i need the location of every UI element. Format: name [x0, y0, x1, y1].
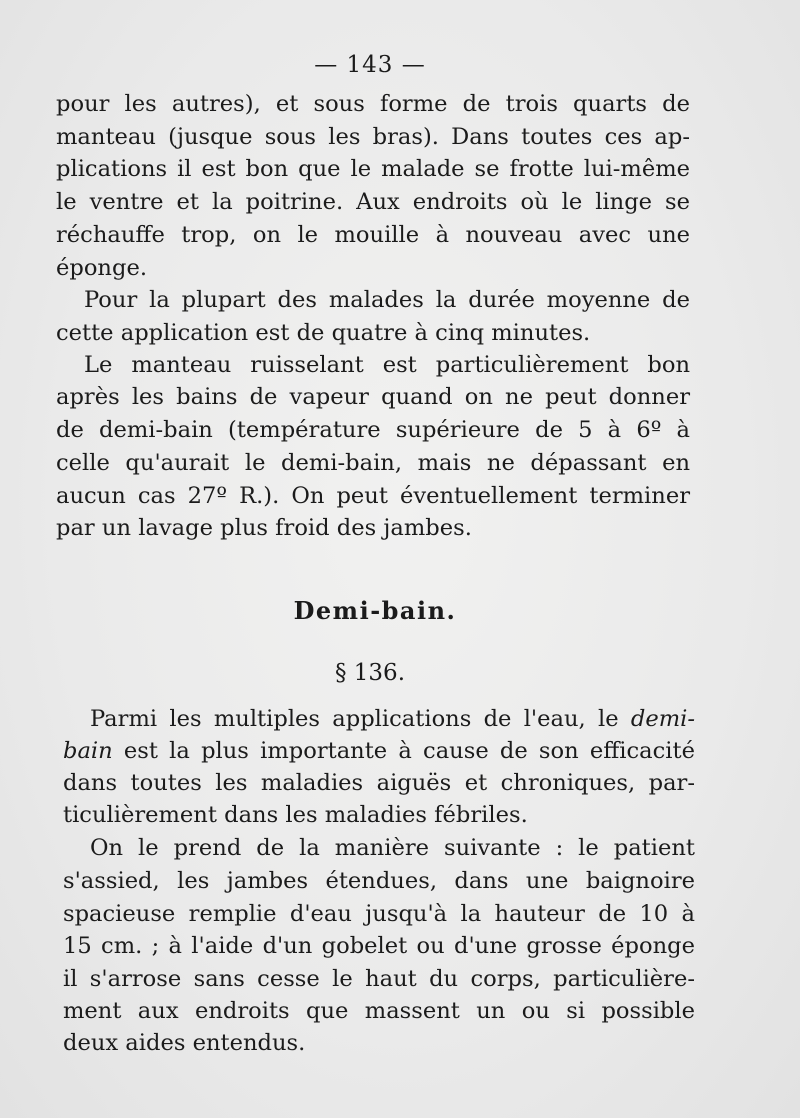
text-line: deux aides entendus.	[63, 1030, 306, 1056]
text-line: celle qu'aurait le demi-bain, mais ne dépassant en	[56, 450, 690, 476]
text-line: aucun cas 27º R.). On peut éventuellement terminer	[56, 483, 690, 509]
text-run: Parmi les multiples applications de l'eau, le	[90, 706, 619, 732]
text-line: après les bains de vapeur quand on ne peut donner	[56, 384, 690, 410]
text-line: de demi-bain (température supérieure de 5 à 6º à	[56, 417, 690, 443]
text-line: réchauffe trop, on le mouille à nouveau avec une	[56, 222, 690, 248]
text-line: manteau (jusque sous les bras). Dans toutes ces ap-	[56, 124, 690, 150]
text-run: est la plus importante à cause de son efficacité	[123, 738, 695, 764]
italic-term: demi-	[630, 706, 695, 732]
text-line: Le manteau ruisselant est particulièrement bon	[84, 352, 690, 378]
page-number: — 143 —	[314, 52, 426, 78]
text-line: le ventre et la poitrine. Aux endroits où le linge se	[56, 189, 690, 215]
text-line: ticulièrement dans les maladies fébriles.	[63, 802, 528, 828]
text-line: dans toutes les maladies aiguës et chroniques, par-	[63, 770, 695, 796]
text-line: On le prend de la manière suivante : le patient	[90, 835, 695, 861]
text-line: plications il est bon que le malade se frotte lui-même	[56, 156, 690, 182]
section-number: § 136.	[334, 660, 406, 686]
text-line: par un lavage plus froid des jambes.	[56, 515, 472, 541]
text-line: pour les autres), et sous forme de trois quarts de	[56, 91, 690, 117]
text-line: 15 cm. ; à l'aide d'un gobelet ou d'une grosse éponge	[63, 933, 695, 959]
text-line: spacieuse remplie d'eau jusqu'à la hauteur de 10 à	[63, 901, 695, 927]
section-title: Demi-bain.	[293, 596, 457, 625]
text-line	[63, 736, 695, 766]
italic-term: bain	[63, 738, 113, 764]
text-line: cette application est de quatre à cinq minutes.	[56, 320, 591, 346]
text-line: s'assied, les jambes étendues, dans une baignoire	[63, 868, 695, 894]
text-line	[90, 704, 695, 734]
text-line: éponge.	[56, 255, 148, 281]
text-line: ment aux endroits que massent un ou si possible	[63, 998, 695, 1024]
text-line: Pour la plupart des malades la durée moyenne de	[84, 287, 690, 313]
text-line: il s'arrose sans cesse le haut du corps, particulière-	[63, 966, 695, 992]
